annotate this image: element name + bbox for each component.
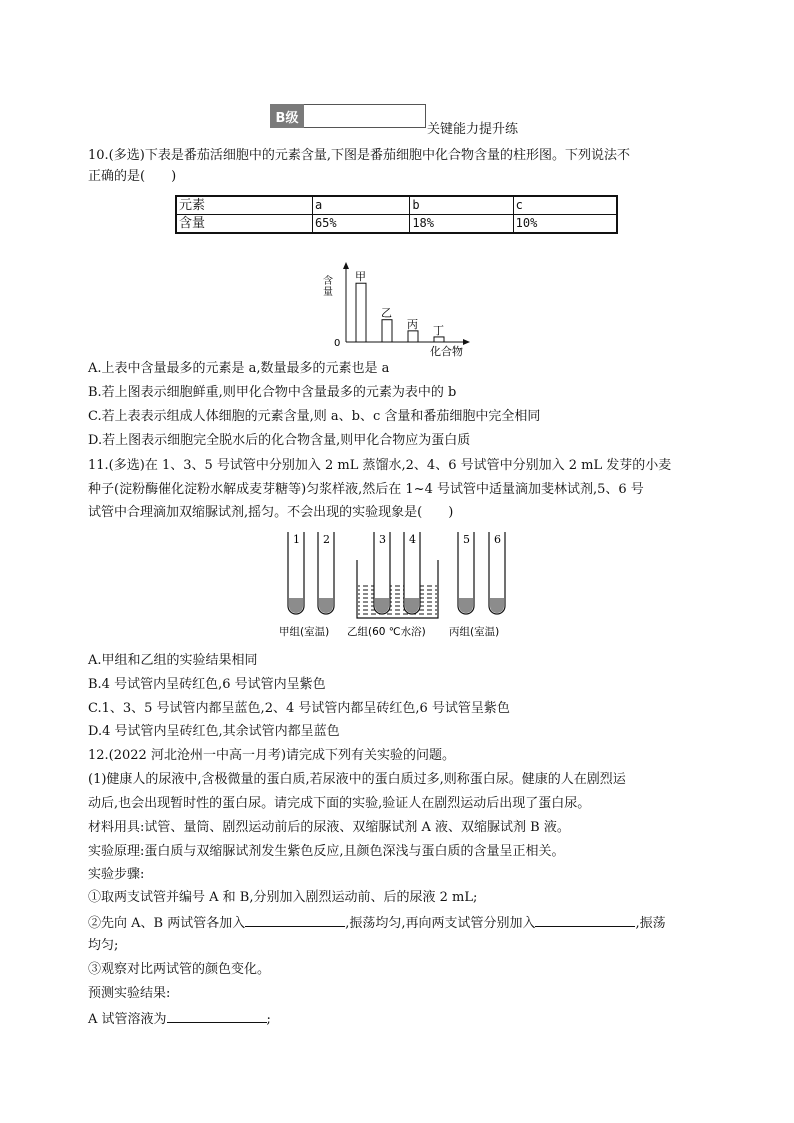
step2-text-a: ②先向 A、B 两试管各加入 bbox=[88, 916, 246, 931]
group-label-jia: 甲组(室温) bbox=[279, 626, 330, 638]
q12-principle: 实验原理:蛋白质与双缩脲试剂发生紫色反应,且颜色深浅与蛋白质的含量呈正相关。 bbox=[88, 844, 565, 859]
table-cell: 65% bbox=[312, 215, 409, 234]
table-cell: 10% bbox=[513, 215, 617, 234]
bar-label-1: 甲 bbox=[355, 270, 366, 284]
tube-number-2: 2 bbox=[323, 533, 330, 546]
q10-option-a: A.上表中含量最多的元素是 a,数量最多的元素也是 a bbox=[88, 361, 390, 376]
q11-option-d: D.4 号试管内呈砖红色,其余试管内都呈蓝色 bbox=[88, 724, 340, 739]
bar-label-4: 丁 bbox=[433, 323, 444, 337]
q10-option-d: D.若上图表示细胞完全脱水后的化合物含量,则甲化合物应为蛋白质 bbox=[88, 433, 471, 448]
q10-option-b: B.若上图表示细胞鲜重,则甲化合物中含量最多的元素为表中的 b bbox=[88, 385, 457, 400]
tube-liquid-2 bbox=[319, 598, 333, 613]
tube-liquid-4 bbox=[405, 598, 419, 613]
result-a-end: ; bbox=[266, 1012, 271, 1027]
x-axis-label: 化合物 bbox=[430, 345, 463, 358]
answer-blank-3[interactable] bbox=[167, 1008, 267, 1023]
y-axis-label-char: 含 bbox=[323, 276, 333, 287]
q12-step2-continued: 均匀; bbox=[88, 938, 119, 953]
table-row bbox=[176, 196, 617, 215]
q10-stem-line1: 10.(多选)下表是番茄活细胞中的元素含量,下图是番茄细胞中化合物含量的柱形图。下列说法不 bbox=[88, 148, 630, 163]
table-cell: b bbox=[410, 196, 513, 215]
level-box bbox=[304, 104, 426, 128]
q12-step1: ①取两支试管并编号 A 和 B,分别加入剧烈运动前、后的尿液 2 mL; bbox=[88, 890, 478, 905]
q10-option-c: C.若上表表示组成人体细胞的元素含量,则 a、b、c 含量和番茄细胞中完全相同 bbox=[88, 409, 541, 424]
q12-stem: 12.(2022 河北沧州一中高一月考)请完成下列有关实验的问题。 bbox=[88, 748, 456, 763]
table-cell: a bbox=[312, 196, 409, 215]
tube-number-4: 4 bbox=[409, 533, 416, 546]
bar-1 bbox=[356, 283, 366, 342]
origin-label: 0 bbox=[334, 338, 341, 349]
bar-label-3: 丙 bbox=[407, 317, 418, 331]
q11-option-a: A.甲组和乙组的实验结果相同 bbox=[88, 653, 258, 668]
table-cell: c bbox=[513, 196, 617, 215]
result-a-text: A 试管溶液为 bbox=[88, 1012, 167, 1027]
tube-number-5: 5 bbox=[463, 533, 470, 546]
table-cell: 元素 bbox=[176, 196, 312, 215]
q11-stem-line1: 11.(多选)在 1、3、5 号试管中分别加入 2 mL 蒸馏水,2、4、6 号试管中分别加入 2 mL 发芽的小麦 bbox=[88, 458, 672, 473]
q12-step2 bbox=[88, 912, 666, 934]
q12-predict-title: 预测实验结果: bbox=[88, 986, 171, 1001]
bar-3 bbox=[408, 331, 418, 342]
bar-label-2: 乙 bbox=[381, 306, 392, 320]
section-title: 关键能力提升练 bbox=[427, 122, 519, 137]
q12-step3: ③观察对比两试管的颜色变化。 bbox=[88, 962, 271, 977]
group-label-yi: 乙组(60 ℃水浴) bbox=[347, 626, 426, 638]
q12-materials: 材料用具:试管、量筒、剧烈运动前后的尿液、双缩脲试剂 A 液、双缩脲试剂 B 液。 bbox=[88, 820, 570, 835]
tube-liquid-6 bbox=[490, 598, 504, 613]
tube-liquid-1 bbox=[289, 598, 303, 613]
table-cell: 18% bbox=[410, 215, 513, 234]
element-content-table bbox=[175, 195, 618, 234]
q12-result-a bbox=[88, 1008, 271, 1030]
q12-paragraph-line1: (1)健康人的尿液中,含极微量的蛋白质,若尿液中的蛋白质过多,则称蛋白尿。健康的人在剧烈运 bbox=[88, 772, 626, 787]
bath-water bbox=[358, 584, 437, 617]
q11-stem-line3: 试管中合理滴加双缩脲试剂,摇匀。不会出现的实验现象是( ) bbox=[88, 505, 454, 520]
level-badge: B级 bbox=[270, 104, 304, 128]
table-cell: 含量 bbox=[176, 215, 312, 234]
tube-number-3: 3 bbox=[379, 533, 386, 546]
bar-2 bbox=[382, 320, 392, 342]
q12-steps-title: 实验步骤: bbox=[88, 867, 145, 882]
bar-4 bbox=[434, 337, 444, 342]
tube-number-1: 1 bbox=[293, 533, 300, 546]
test-tube-figure bbox=[275, 528, 525, 646]
y-axis-arrow bbox=[343, 262, 349, 269]
y-axis-label-char: 量 bbox=[323, 287, 333, 298]
q10-stem-line2: 正确的是( ) bbox=[88, 169, 177, 184]
answer-blank-2[interactable] bbox=[535, 912, 635, 927]
tube-liquid-5 bbox=[459, 598, 473, 613]
answer-blank-1[interactable] bbox=[245, 912, 345, 927]
group-label-bing: 丙组(室温) bbox=[449, 626, 500, 638]
q11-option-b: B.4 号试管内呈砖红色,6 号试管内呈紫色 bbox=[88, 677, 326, 692]
q11-stem-line2: 种子(淀粉酶催化淀粉水解成麦芽糖等)匀浆样液,然后在 1~4 号试管中适量滴加斐林试剂,5、6 号 bbox=[88, 482, 644, 497]
step2-text-c: ,振荡 bbox=[635, 916, 666, 931]
q11-option-c: C.1、3、5 号试管内都呈蓝色,2、4 号试管内都呈砖红色,6 号试管呈紫色 bbox=[88, 701, 510, 716]
table-row bbox=[176, 215, 617, 234]
step2-text-b: ,振荡均匀,再向两支试管分别加入 bbox=[345, 916, 536, 931]
q12-paragraph-line2: 动后,也会出现暂时性的蛋白尿。请完成下面的实验,验证人在剧烈运动后出现了蛋白尿。 bbox=[88, 796, 591, 811]
tube-number-6: 6 bbox=[494, 533, 501, 546]
tube-liquid-3 bbox=[375, 598, 389, 613]
x-axis-arrow bbox=[463, 339, 470, 345]
compound-bar-chart bbox=[320, 258, 480, 358]
